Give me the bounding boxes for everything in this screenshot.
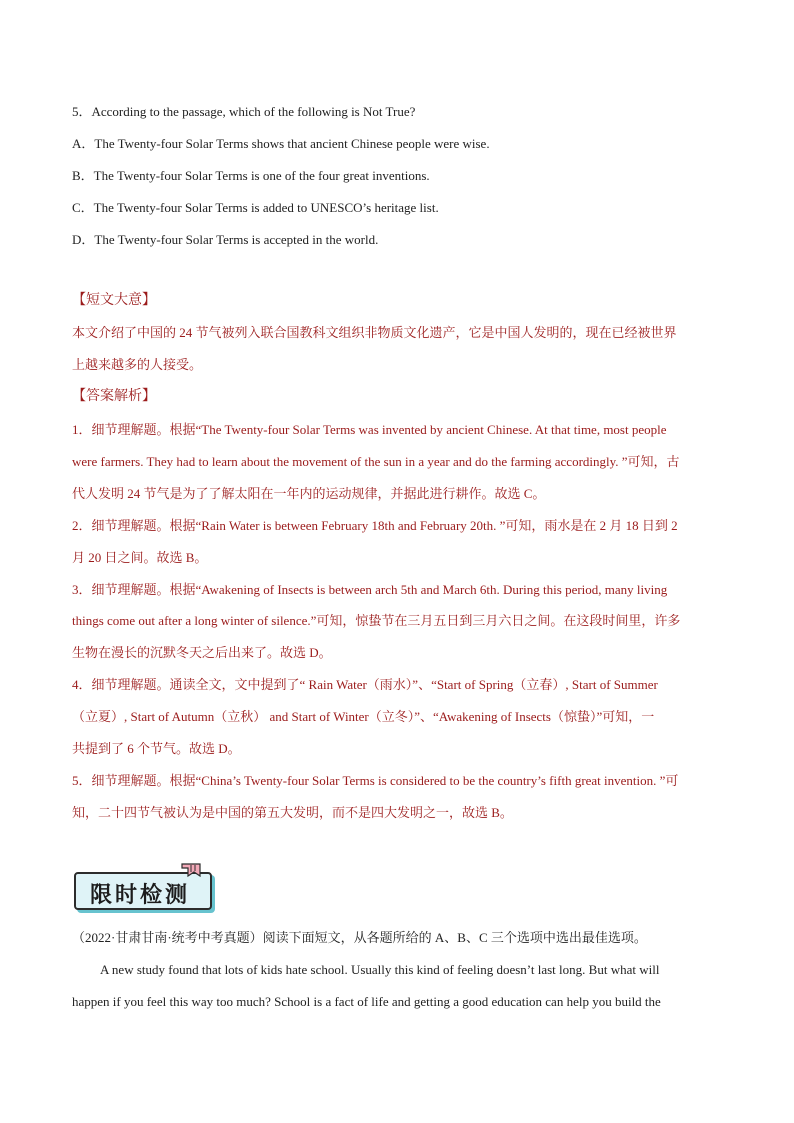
passage-line-1: A new study found that lots of kids hate school. Usually this kind of feeling doesn’t last long. But what will (100, 962, 660, 977)
analysis-line-7: things come out after a long winter of silence.”可知，惊蛰节在三月五日到三月六日之间。在这段时间里，许多 (72, 613, 681, 628)
analysis-line-4: 2．细节理解题。根据“Rain Water is between February 18th and February 20th. ”可知，雨水是在 2 月 18 日到 2 (72, 518, 678, 533)
bookmark-clip-icon (180, 862, 202, 880)
summary-line-1: 本文介绍了中国的 24 节气被列入联合国教科文组织非物质文化遗产，它是中国人发明的，现在已经被世界 (72, 325, 677, 340)
analysis-line-12: 5．细节理解题。根据“China’s Twenty-four Solar Terms is considered to be the country’s fifth great invention. ”可 (72, 773, 679, 788)
analysis-line-5: 月 20 日之间。故选 B。 (72, 550, 208, 565)
option-b: B．The Twenty-four Solar Terms is one of the four great inventions. (72, 168, 430, 183)
analysis-line-9: 4．细节理解题。通读全文，文中提到了“ Rain Water（雨水）”、“Start of Spring（立春）, Start of Summer (72, 677, 658, 692)
option-a: A．The Twenty-four Solar Terms shows that ancient Chinese people were wise. (72, 136, 490, 151)
analysis-line-13: 知，二十四节气被认为是中国的第五大发明，而不是四大发明之一，故选 B。 (72, 805, 513, 820)
analysis-line-1: 1．细节理解题。根据“The Twenty-four Solar Terms was invented by ancient Chinese. At that time, most people (72, 422, 667, 437)
passage-line-2: happen if you feel this way too much? School is a fact of life and getting a good education can help you build the (72, 994, 661, 1009)
question-5-stem: 5．According to the passage, which of the following is Not True? (72, 104, 416, 119)
summary-line-2: 上越来越多的人接受。 (72, 357, 203, 372)
summary-heading: 【短文大意】 (72, 293, 156, 308)
option-d: D．The Twenty-four Solar Terms is accepted in the world. (72, 232, 379, 247)
analysis-line-3: 代人发明 24 节气是为了了解太阳在一年内的运动规律，并据此进行耕作。故选 C。 (72, 486, 546, 501)
passage-source: （2022·甘肃甘南·统考中考真题）阅读下面短文，从各题所给的 A、B、C 三个选项中选出最佳选项。 (72, 930, 647, 945)
analysis-line-6: 3．细节理解题。根据“Awakening of Insects is between arch 5th and March 6th. During this period, many living (72, 582, 668, 597)
analysis-line-10: （立夏）, Start of Autumn（立秋） and Start of Winter（立冬）”、“Awakening of Insects（惊蛰）”可知，一 (72, 709, 655, 724)
section-banner (72, 866, 212, 910)
analysis-line-11: 共提到了 6 个节气。故选 D。 (72, 741, 241, 756)
banner-title: 限时检测 (90, 883, 191, 908)
analysis-line-2: were farmers. They had to learn about the movement of the sun in a year and do the farming accordingly. ”可知，古 (72, 454, 680, 469)
analysis-line-8: 生物在漫长的沉默冬天之后出来了。故选 D。 (72, 645, 332, 660)
analysis-heading: 【答案解析】 (72, 389, 156, 404)
option-c: C．The Twenty-four Solar Terms is added to UNESCO’s heritage list. (72, 200, 439, 215)
